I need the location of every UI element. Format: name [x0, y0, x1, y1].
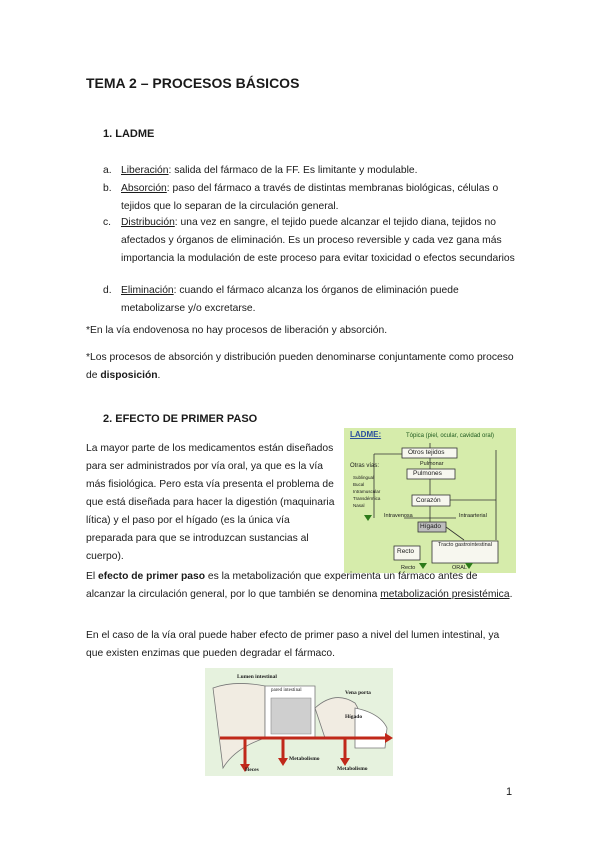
lumen-label: Lumen intestinal	[237, 674, 277, 680]
list-marker: c.	[103, 217, 112, 228]
term-eliminacion: Eliminación	[121, 285, 174, 296]
term-distribucion: Distribución	[121, 217, 175, 228]
via-item: Intramuscular	[353, 489, 381, 494]
otras-vias-label: Otras vías:	[350, 463, 380, 469]
oral-label: ORAL	[452, 565, 467, 571]
list-marker: a.	[103, 165, 112, 176]
note-endovenosa: *En la vía endovenosa no hay procesos de liberación y absorción.	[86, 325, 388, 336]
metabolismo-label-1: Metabolismo	[289, 756, 320, 762]
definition-eliminacion: : cuando el fármaco alcanza los órganos de eliminación puede metabolizarse y/o excretarse.	[121, 285, 459, 314]
via-item: Nasal	[353, 503, 365, 508]
metabolismo-label-2: Metabolismo	[337, 766, 368, 772]
page-title: TEMA 2 – PROCESOS BÁSICOS	[86, 75, 300, 91]
pared-label: pared intestinal	[271, 688, 302, 693]
list-item-eliminacion	[103, 282, 523, 318]
pulmones-box: Pulmones	[413, 470, 442, 477]
tracto-box: Tracto gastrointestinal	[438, 542, 492, 548]
page-number: 1	[506, 786, 513, 798]
otros-tejidos-box: Otros tejidos	[408, 449, 445, 456]
list-item-absorcion	[103, 180, 523, 216]
term-metabolizacion-presistemica: metabolización presistémica	[380, 589, 510, 600]
via-item: Transdérmica	[353, 496, 381, 501]
list-marker: d.	[103, 285, 112, 296]
recto-box: Recto	[397, 548, 414, 555]
section-heading-primer-paso: 2. EFECTO DE PRIMER PASO	[103, 413, 258, 425]
otras-vias-list	[353, 474, 380, 509]
via-item: Bucal	[353, 482, 365, 487]
definition-liberacion: : salida del fármaco de la FF. Es limitante y modulable.	[168, 165, 418, 176]
paragraph-lumen-intestinal: En el caso de la vía oral puede haber efecto de primer paso a nivel del lumen intestinal, ya que existen enzimas que pueden degradar el fármaco.	[86, 630, 500, 659]
note-text: *Los procesos de absorción y distribución pueden denominarse conjuntamente como proceso de	[86, 352, 514, 381]
term-efecto-primer-paso: efecto de primer paso	[98, 571, 206, 582]
list-item-liberacion	[103, 162, 523, 180]
section-heading-ladme: 1. LADME	[103, 128, 155, 140]
via-item: Sublingual	[353, 475, 375, 480]
text-segment: es la metabolización que experimenta un fármaco antes de alcanzar la circulación general, por lo que también se denomina	[86, 571, 478, 600]
first-pass-diagram	[205, 668, 393, 776]
higado-box: Hígado	[420, 523, 441, 530]
definition-absorcion: : paso del fármaco a través de distintas membranas biológicas, células o tejidos que lo separan de la circulación general.	[121, 183, 499, 212]
pulmonar-label: Pulmonar	[420, 461, 444, 467]
list-marker: b.	[103, 183, 112, 194]
term-absorcion: Absorción	[121, 183, 167, 194]
paragraph-primer-paso	[86, 568, 516, 604]
intravenosa-label: Intravenosa	[384, 513, 413, 519]
corazon-box: Corazón	[416, 497, 441, 504]
paragraph-via-oral: La mayor parte de los medicamentos están diseñados para ser administrados por vía oral, ya que es la vía más fisiológica. Pero esta vía presenta el problema de que está diseñada para hacer la digestión (maquinaria lítica) y el paso por el hígado (es la única vía preparada para que se introduzcan sustancias al cuerpo).	[86, 443, 335, 562]
definition-distribucion: : una vez en sangre, el tejido puede alcanzar el tejido diana, tejidos no afectados y órganos de eliminación. Es un proceso reversible y cada vez gana más importancia la modulación de este proceso para evitar toxicidad o efectos secundarios	[121, 217, 515, 264]
text-segment: El	[86, 571, 99, 582]
higado-label: Hígado	[345, 714, 363, 720]
term-disposicion: disposición	[100, 370, 158, 381]
list-item-distribucion	[103, 214, 523, 268]
term-liberacion: Liberación	[121, 165, 169, 176]
note-disposicion	[86, 349, 516, 385]
vena-porta-label: Vena porta	[345, 690, 371, 696]
ladme-diagram	[344, 428, 516, 573]
heces-label: Heces	[245, 767, 259, 773]
note-text-end: .	[157, 370, 161, 381]
topical-label: Tópica (piel, ocular, cavidad oral)	[406, 433, 495, 439]
text-segment: .	[509, 589, 513, 600]
intraarterial-label: Intraarterial	[459, 513, 487, 519]
ladme-label: LADME:	[350, 430, 382, 439]
recto-label: Recto	[401, 565, 416, 571]
